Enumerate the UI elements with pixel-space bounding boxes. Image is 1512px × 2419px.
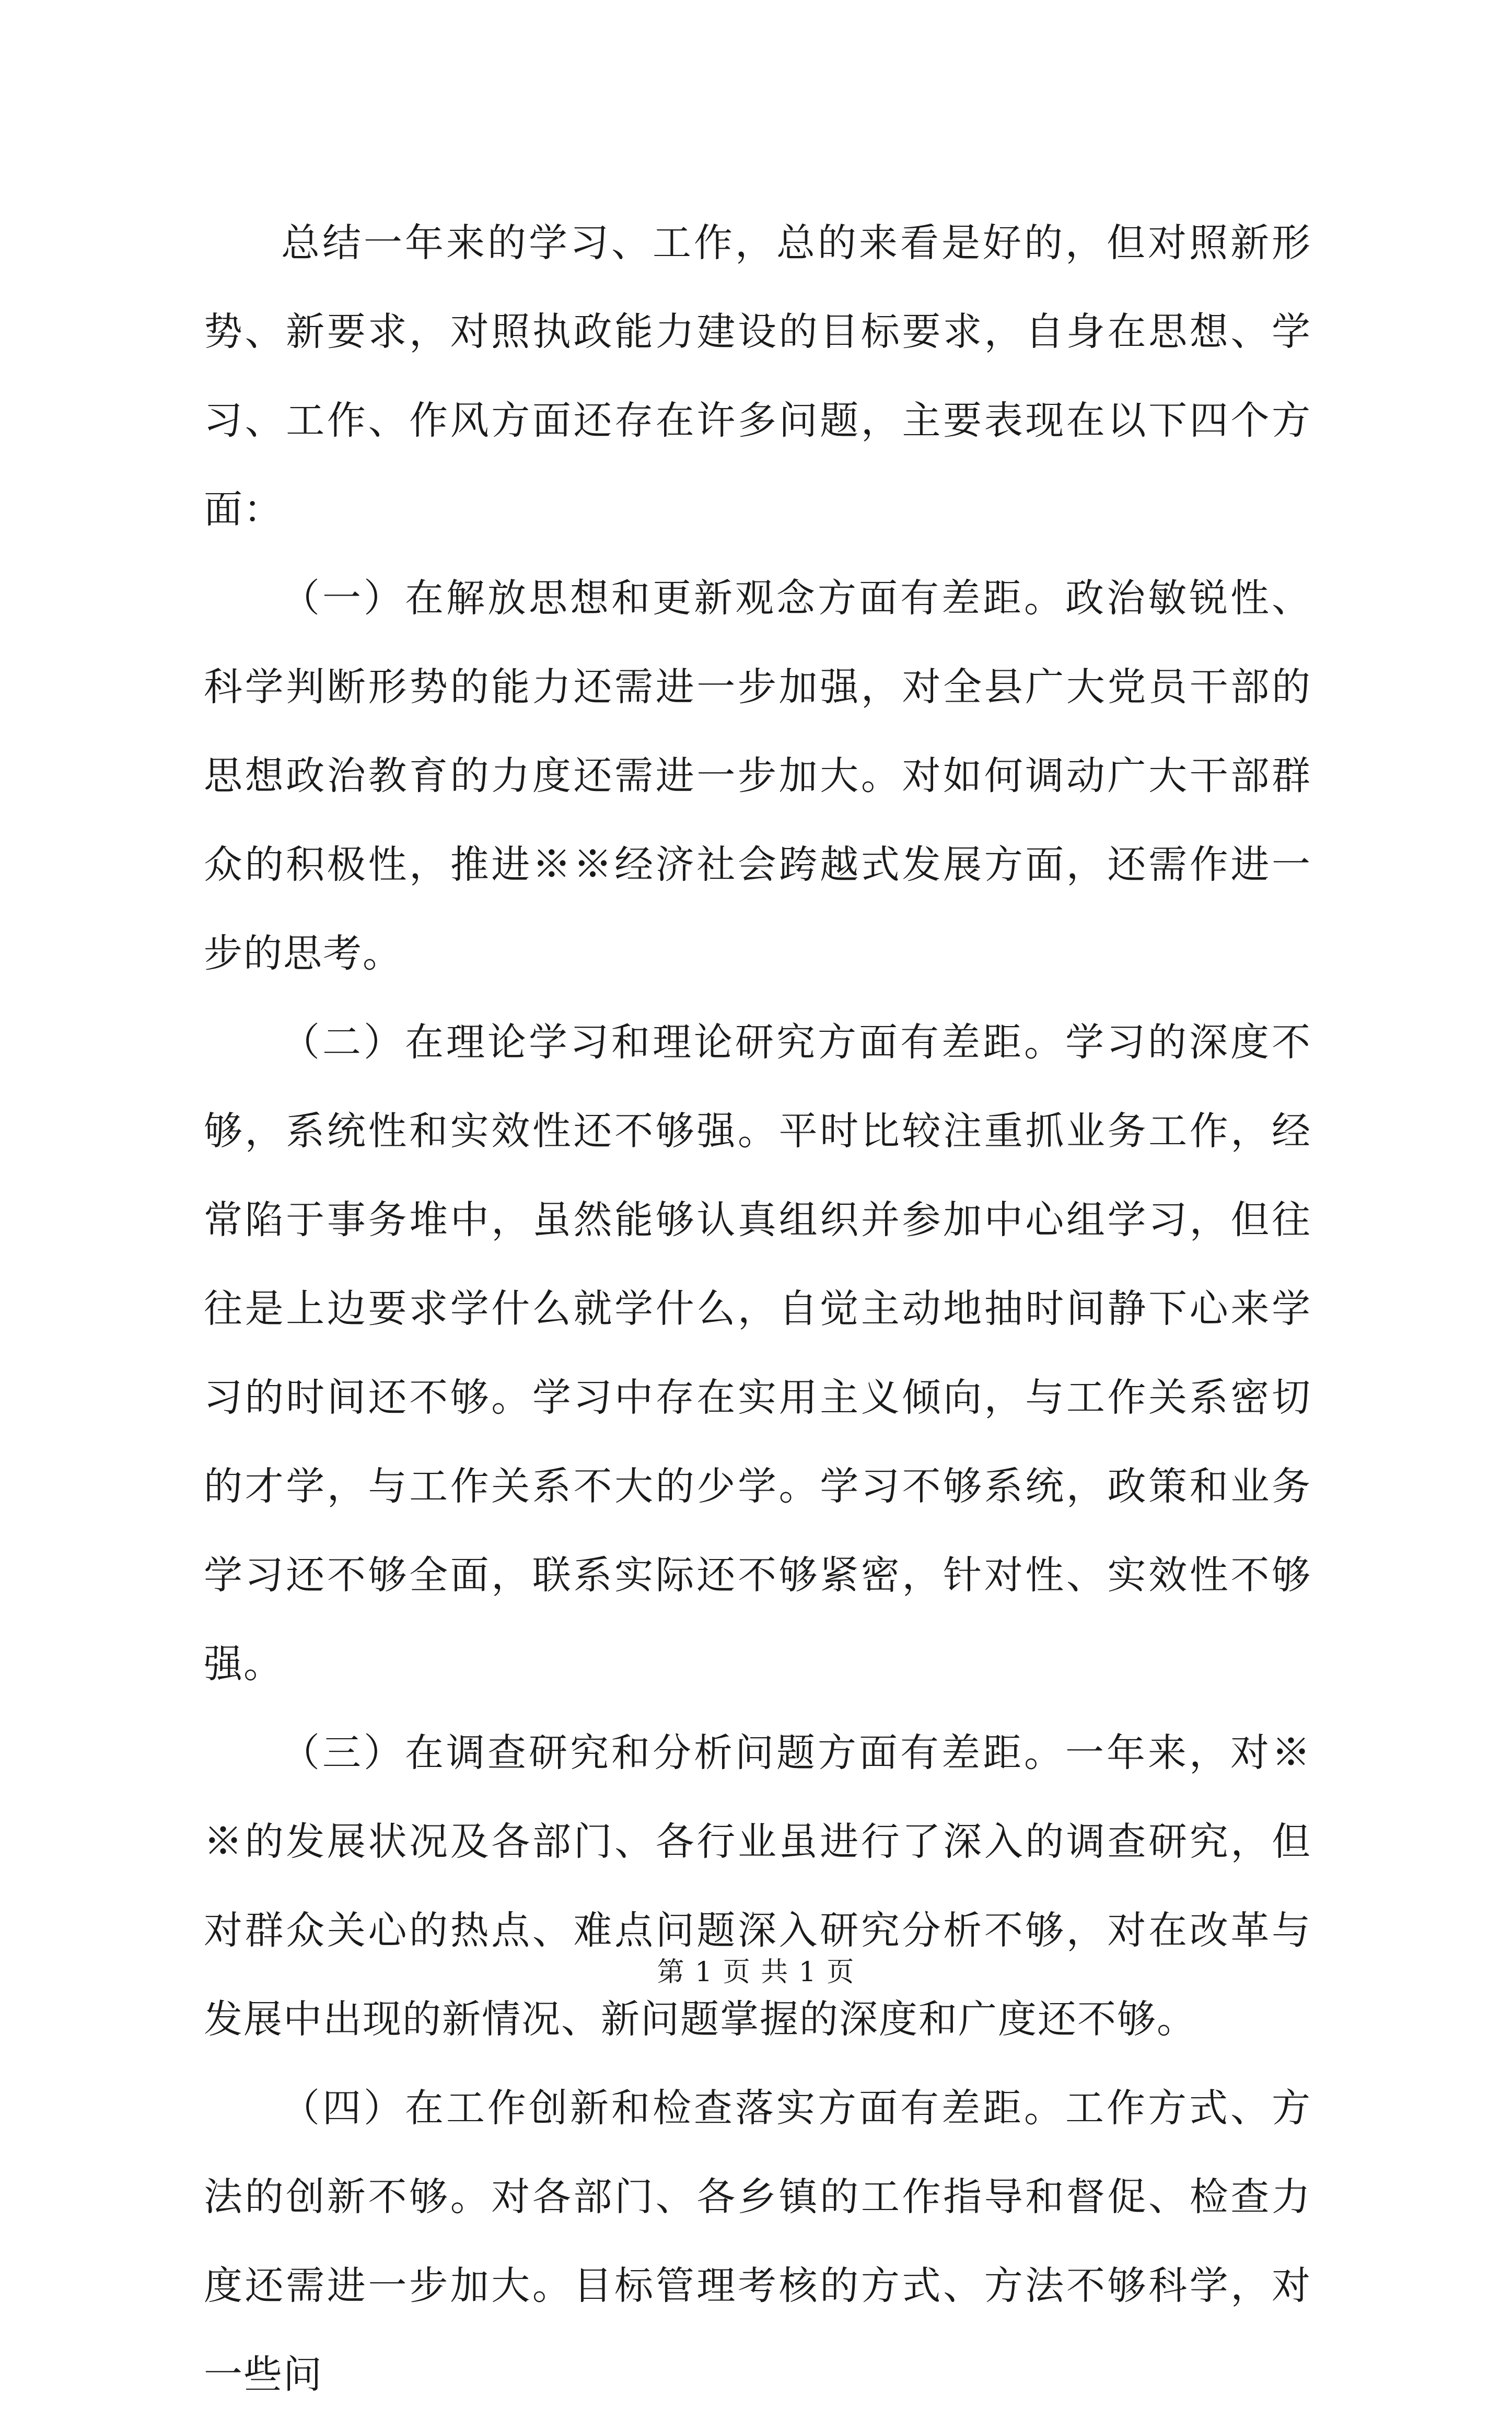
paragraph-section-3: （三）在调查研究和分析问题方面有差距。一年来，对※※的发展状况及各部门、各行业虽进行了深入的调查研究，但对群众关心的热点、难点问题深入研究分析不够，对在改革与发展中出现的新情况、新问题掌握的深度和广度还不够。 xyxy=(204,1730,1311,2042)
paragraph-section-2: （二）在理论学习和理论研究方面有差距。学习的深度不够，系统性和实效性还不够强。平时比较注重抓业务工作，经常陷于事务堆中，虽然能够认真组织并参加中心组学习，但往往是上边要求学什么就学什么，自觉主动地抽时间静下心来学习的时间还不够。学习中存在实用主义倾向，与工作关系密切的才学，与工作关系不大的少学。学习不够系统，政策和业务学习还不够全面，联系实际还不够紧密，针对性、实效性不够强。 xyxy=(204,1020,1311,1687)
paragraph-section-4: （四）在工作创新和检查落实方面有差距。工作方式、方法的创新不够。对各部门、各乡镇的工作指导和督促、检查力度还需进一步加大。目标管理考核的方式、方法不够科学，对一些问 xyxy=(204,2086,1311,2397)
paragraph-intro: 总结一年来的学习、工作，总的来看是好的，但对照新形势、新要求，对照执政能力建设的目标要求，自身在思想、学习、工作、作风方面还存在许多问题，主要表现在以下四个方面： xyxy=(204,220,1311,532)
page-footer: 第 1 页 共 1 页 xyxy=(657,1957,855,1988)
document-body xyxy=(204,199,1311,2419)
paragraph-section-1: （一）在解放思想和更新观念方面有差距。政治敏锐性、科学判断形势的能力还需进一步加强，对全县广大党员干部的思想政治教育的力度还需进一步加大。对如何调动广大干部群众的积极性，推进※※经济社会跨越式发展方面，还需作进一步的思考。 xyxy=(204,576,1311,976)
